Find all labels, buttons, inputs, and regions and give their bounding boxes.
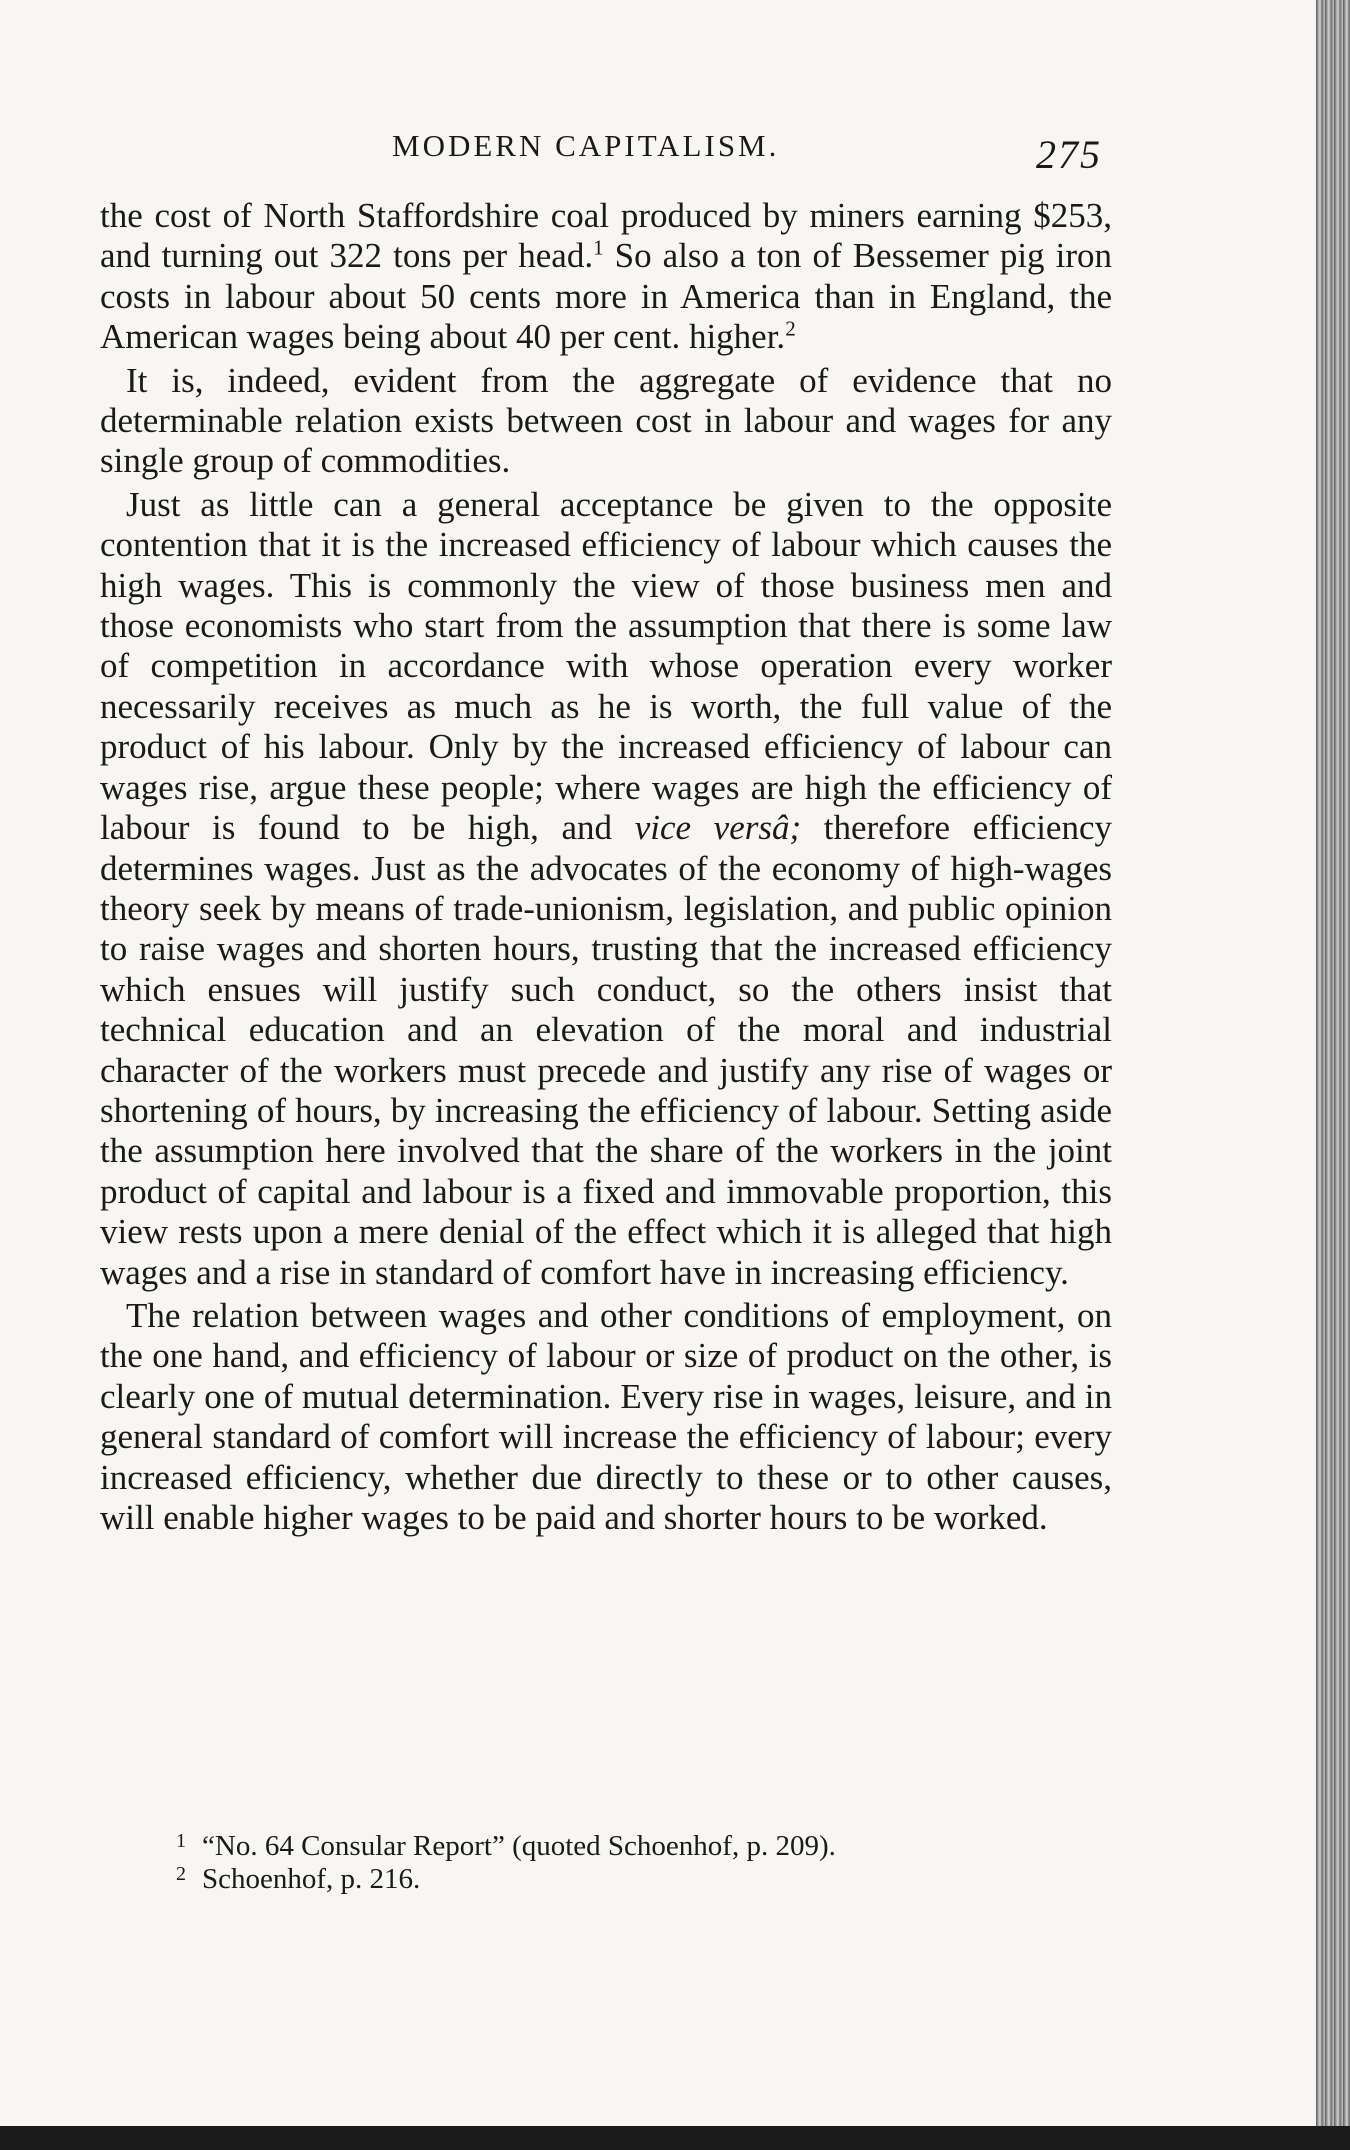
running-head: [0, 128, 1350, 178]
footnote-1-text: “No. 64 Consular Report” (quoted Schoenhof, p. 209).: [202, 1830, 836, 1862]
page-bottom-edge: [0, 2126, 1350, 2150]
footnote-1: [176, 1830, 1076, 1863]
paragraph-4: [100, 1296, 1112, 1538]
footnote-ref-1: 1: [593, 235, 604, 260]
footnote-2-text: Schoenhof, p. 216.: [202, 1863, 421, 1895]
paragraph-1: [100, 196, 1112, 358]
paragraph-3-italic: vice versâ;: [634, 808, 802, 848]
book-binding-edge: [1316, 0, 1350, 2150]
paragraph-3: [100, 485, 1112, 1293]
paragraph-2: [100, 361, 1112, 482]
paragraph-1-text-after: So also a ton of Bessemer pig iron costs in labour about 50 cents more in America than in England, the American wages being about 40 per cent. higher.: [100, 236, 1112, 357]
page-number: 275: [1036, 132, 1102, 177]
paragraph-1-text: the cost of North Staffordshire coal produced by miners earning $253, and turning out 322 tons per head.: [100, 196, 1112, 276]
running-title: MODERN CAPITALISM.: [392, 128, 780, 163]
paragraph-3-text: Just as little can a general acceptance be given to the opposite contention that it is the increased efficiency of labour which causes the high wages. This is commonly the view of those business men and those economists who start from the assumption that there is some law of competition in accordance with whose operation every worker necessarily receives as much as he is worth, the full value of the product of his labour. Only by the increased efficiency of labour can wages rise, argue these people; where wages are high the efficiency of labour is found to be high, and: [100, 484, 1112, 848]
footnotes: [176, 1830, 1076, 1896]
footnote-ref-2: 2: [785, 316, 796, 341]
paragraph-4-text: The relation between wages and other conditions of employment, on the one hand, and efficiency of labour or size of product on the other, is clearly one of mutual determination. Every rise in wages, leisure, and in general standard of comfort will increase the efficiency of labour; every increased efficiency, whether due directly to these or to other causes, will enable higher wages to be paid and shorter hours to be worked.: [100, 1295, 1112, 1537]
body-text: [100, 196, 1112, 1541]
paragraph-3-text-after: therefore efficiency determines wages. Just as the advocates of the economy of high-wages theory seek by means of trade-unionism, legislation, and public opinion to raise wages and shorten hours, trusting that the increased efficiency which ensues will justify such conduct, so the others insist that technical education and an elevation of the moral and industrial character of the workers must precede and justify any rise of wages or shortening of hours, by increasing the efficiency of labour. Setting aside the assumption here involved that the share of the workers in the joint product of capital and labour is a fixed and immovable proportion, this view rests upon a mere denial of the effect which it is alleged that high wages and a rise in standard of comfort have in increasing efficiency.: [100, 808, 1113, 1292]
footnote-1-mark: 1: [176, 1830, 186, 1852]
footnote-2: [176, 1863, 1076, 1896]
footnote-2-mark: 2: [176, 1863, 186, 1885]
paragraph-2-text: It is, indeed, evident from the aggregate of evidence that no determinable relation exists between cost in labour and wages for any single group of commodities.: [100, 360, 1112, 481]
